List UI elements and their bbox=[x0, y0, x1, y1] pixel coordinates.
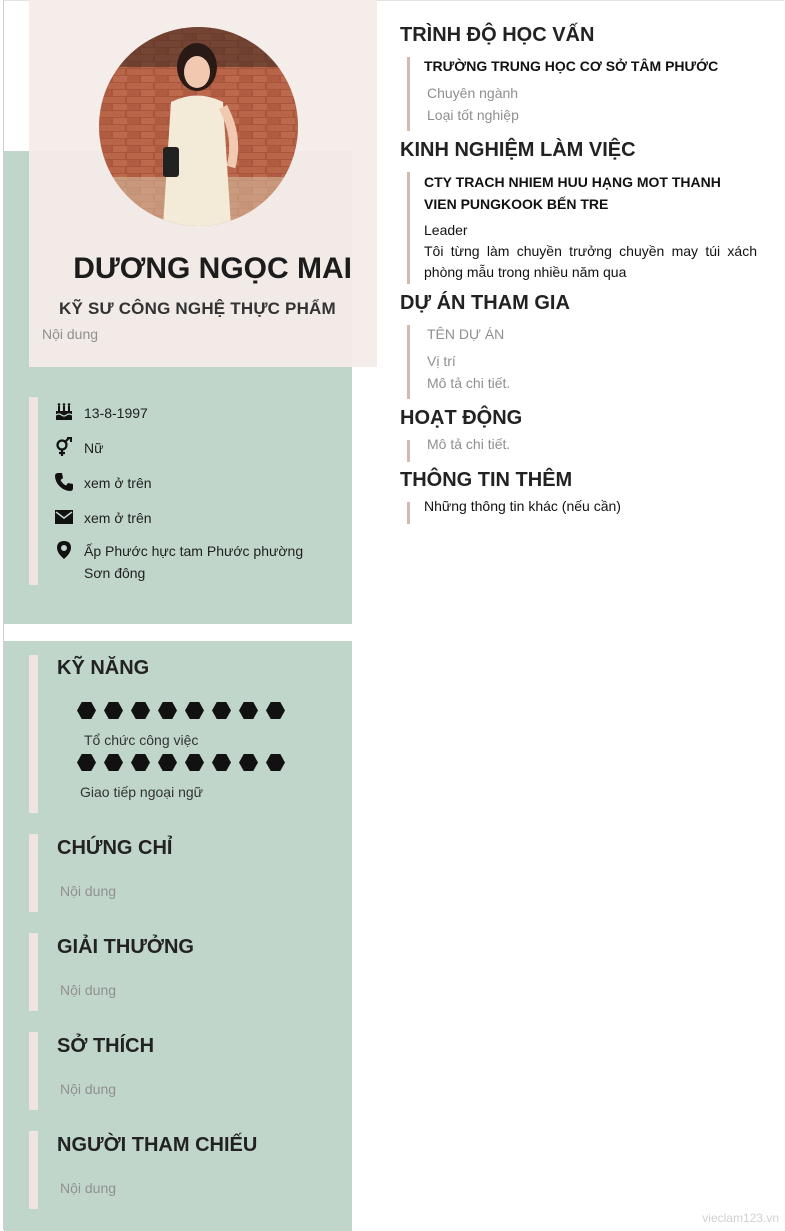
education-heading: TRÌNH ĐỘ HỌC VẤN bbox=[400, 24, 595, 46]
additional-accent-bar bbox=[407, 502, 410, 524]
certificates-content: Nội dung bbox=[60, 883, 117, 899]
birthday-value: 13-8-1997 bbox=[84, 405, 148, 421]
project-name: TÊN DỰ ÁN bbox=[427, 326, 505, 342]
contact-accent-bar bbox=[29, 397, 38, 585]
awards-heading: GIẢI THƯỞNG bbox=[57, 936, 194, 958]
contact-address bbox=[54, 540, 314, 584]
education-major: Chuyên ngành bbox=[427, 85, 519, 101]
experience-company: CTY TRACH NHIEM HUU HẠNG MOT THANH VIEN PUNGKOOK BẾN TRE bbox=[424, 174, 721, 212]
education-accent-bar bbox=[407, 57, 410, 131]
level-hexagon bbox=[239, 702, 258, 719]
address-value: Ấp Phước hực tam Phước phường Sơn đông bbox=[84, 543, 304, 581]
intro-text: Nội dung bbox=[42, 326, 99, 342]
level-hexagon bbox=[158, 702, 177, 719]
references-content: Nội dung bbox=[60, 1180, 117, 1196]
mail-icon bbox=[54, 507, 74, 527]
level-hexagon bbox=[185, 702, 204, 719]
contact-email bbox=[54, 507, 152, 529]
location-pin-icon bbox=[54, 540, 74, 560]
avatar bbox=[99, 27, 298, 226]
phone-value: xem ở trên bbox=[84, 475, 152, 491]
full-name: DƯƠNG NGỌC MAI bbox=[73, 252, 352, 285]
references-accent-bar bbox=[29, 1131, 38, 1209]
experience-accent-bar bbox=[407, 172, 410, 284]
skill-name: Giao tiếp ngoại ngữ bbox=[80, 784, 204, 800]
level-hexagon bbox=[212, 754, 231, 771]
gender-icon bbox=[54, 437, 74, 457]
level-hexagon bbox=[239, 754, 258, 771]
activities-heading: HOẠT ĐỘNG bbox=[400, 407, 523, 429]
awards-accent-bar bbox=[29, 933, 38, 1011]
avatar-photo bbox=[99, 27, 298, 226]
hobbies-heading: SỞ THÍCH bbox=[57, 1035, 155, 1057]
skill-level-rating bbox=[77, 754, 285, 771]
additional-heading: THÔNG TIN THÊM bbox=[400, 469, 573, 491]
level-hexagon bbox=[266, 754, 285, 771]
watermark: vieclam123.vn bbox=[702, 1211, 779, 1225]
experience-description: Tôi từng làm chuyền trưởng chuyền may túi xách phòng mẫu trong nhiều năm qua bbox=[424, 243, 757, 280]
level-hexagon bbox=[104, 702, 123, 719]
level-hexagon bbox=[266, 702, 285, 719]
certificates-accent-bar bbox=[29, 834, 38, 912]
projects-heading: DỰ ÁN THAM GIA bbox=[400, 292, 570, 314]
experience-position: Leader bbox=[424, 222, 468, 238]
certificates-heading: CHỨNG CHỈ bbox=[57, 837, 173, 859]
skill-level-rating bbox=[77, 702, 285, 719]
skill-name: Tổ chức công việc bbox=[84, 732, 199, 748]
contact-phone bbox=[54, 472, 152, 494]
contact-birthday bbox=[54, 402, 148, 424]
gender-value: Nữ bbox=[84, 440, 104, 456]
level-hexagon bbox=[104, 754, 123, 771]
contact-gender bbox=[54, 437, 103, 459]
experience-heading: KINH NGHIỆM LÀM VIỆC bbox=[400, 139, 636, 161]
skills-accent-bar bbox=[29, 655, 38, 813]
activities-accent-bar bbox=[407, 440, 410, 462]
hobbies-accent-bar bbox=[29, 1032, 38, 1110]
email-value: xem ở trên bbox=[84, 510, 152, 526]
level-hexagon bbox=[131, 754, 150, 771]
references-heading: NGƯỜI THAM CHIẾU bbox=[57, 1134, 258, 1156]
phone-icon bbox=[54, 472, 74, 492]
activities-description: Mô tả chi tiết. bbox=[427, 436, 511, 452]
project-description: Mô tả chi tiết. bbox=[427, 375, 511, 391]
projects-accent-bar bbox=[407, 325, 410, 399]
skills-heading: KỸ NĂNG bbox=[57, 657, 150, 679]
level-hexagon bbox=[131, 702, 150, 719]
additional-content: Những thông tin khác (nếu cần) bbox=[424, 498, 621, 514]
level-hexagon bbox=[77, 702, 96, 719]
level-hexagon bbox=[158, 754, 177, 771]
level-hexagon bbox=[77, 754, 96, 771]
education-school: TRƯỜNG TRUNG HỌC CƠ SỞ TÂM PHƯỚC bbox=[424, 58, 719, 74]
project-role: Vị trí bbox=[427, 353, 456, 369]
cake-icon bbox=[54, 402, 74, 422]
hobbies-content: Nội dung bbox=[60, 1081, 117, 1097]
job-title: KỸ SƯ CÔNG NGHỆ THỰC PHẨM bbox=[59, 299, 336, 318]
education-grade: Loại tốt nghiệp bbox=[427, 107, 519, 123]
level-hexagon bbox=[185, 754, 204, 771]
level-hexagon bbox=[212, 702, 231, 719]
awards-content: Nội dung bbox=[60, 982, 117, 998]
